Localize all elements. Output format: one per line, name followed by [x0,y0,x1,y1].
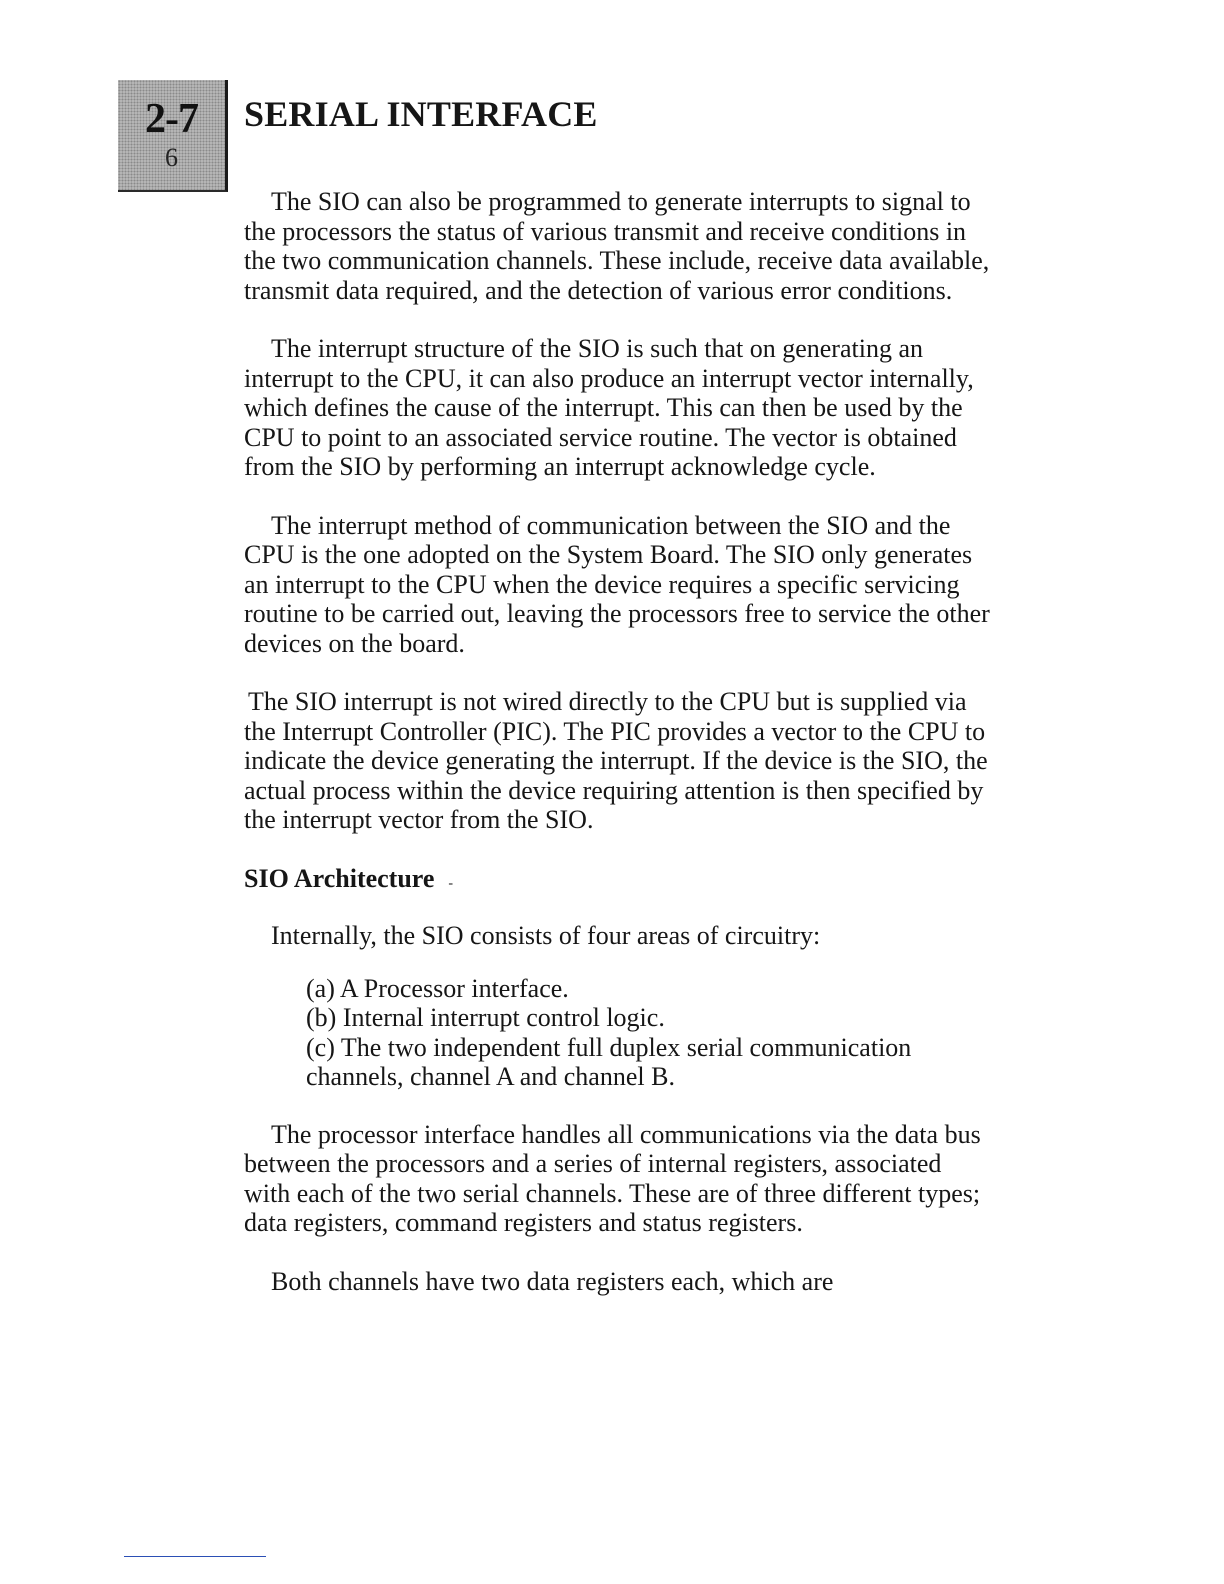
list-item: (c) The two independent full duplex serial communication channels, channel A and channel B. [306,1032,912,1091]
subheading [244,864,994,899]
page-title: SERIAL INTERFACE [244,94,598,134]
paragraph-1: The SIO can also be programmed to generate interrupts to signal to the processors the status of various transmit and receive conditions in the two communication channels. These include, receive data available, transmit data required, and the detection of various error conditions. [244,187,990,305]
list-intro: Internally, the SIO consists of four areas of circuitry: [271,921,821,950]
section-number: 2-7 [145,96,198,142]
subheading-text: SIO Architecture [244,863,435,893]
circuitry-list [244,974,994,1092]
body-text [244,187,994,1325]
section-tab [118,80,228,192]
footer-rule [124,1556,266,1557]
list-item: (a) A Processor interface. [306,973,569,1003]
subheading-mark: - [448,875,454,891]
list-item: (b) Internal interrupt control logic. [306,1003,665,1032]
paragraph-6: Both channels have two data registers each, which are [271,1266,834,1296]
paragraph-5: The processor interface handles all communications via the data bus between the processors and a series of internal registers, associated with each of the two serial channels. These are of three different types; data registers, command registers and status registers. [244,1119,981,1237]
paragraph-2: The interrupt structure of the SIO is such that on generating an interrupt to the CPU, it can also produce an interrupt vector internally, which defines the cause of the interrupt. This can then be used by the CPU to point to an associated service routine. The vector is obtained from the SIO by performing an interrupt acknowledge cycle. [244,334,974,481]
paragraph-4: The SIO interrupt is not wired directly to the CPU but is supplied via the Interrupt Controller (PIC). The PIC provides a vector to the CPU to indicate the device generating the interrupt. If the device is the SIO, the actual process within the device requiring attention is then specified by the interrupt vector from the SIO. [244,687,988,834]
page-number: 6 [165,143,178,172]
paragraph-3: The interrupt method of communication between the SIO and the CPU is the one adopted on the System Board. The SIO only generates an interrupt to the CPU when the device requires a specific servicing routine to be carried out, leaving the processors free to service the other devices on the board. [244,510,990,658]
